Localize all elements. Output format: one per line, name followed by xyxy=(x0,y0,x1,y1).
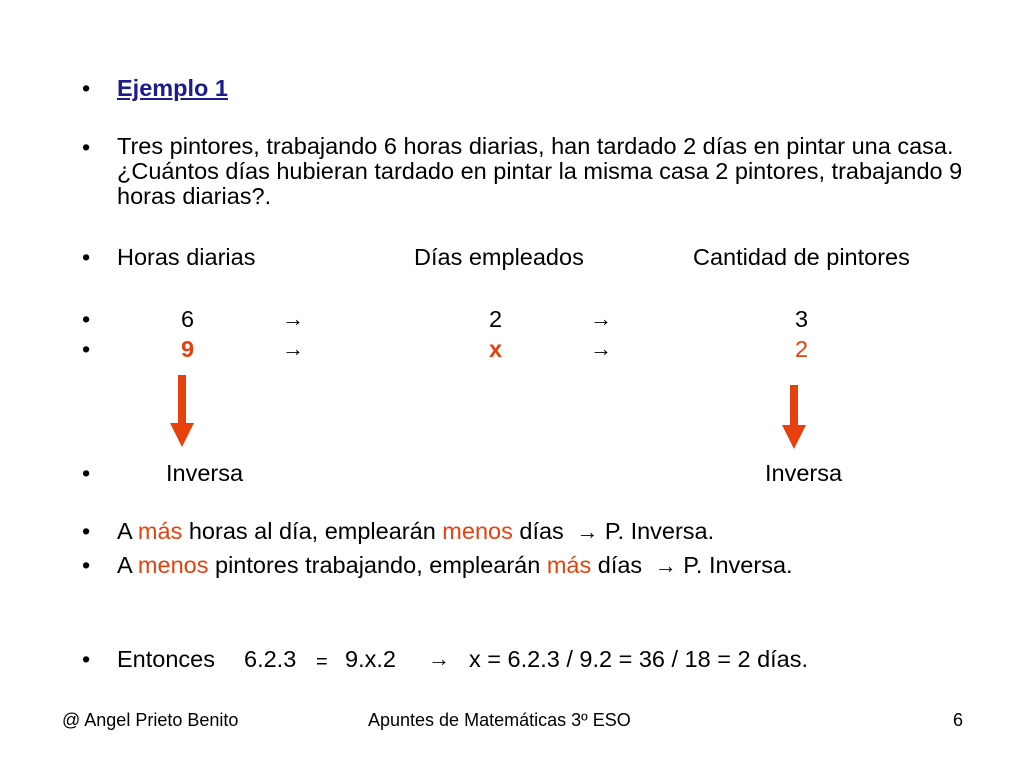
row2-hours: 9 xyxy=(181,336,195,362)
bullet: • xyxy=(82,244,91,270)
reason-result: P. Inversa. xyxy=(683,552,793,578)
reason-text: horas al día, emplearán xyxy=(188,518,436,544)
conclusion-right: 9.x.2 xyxy=(345,646,396,672)
right-arrow-icon: → xyxy=(654,553,677,578)
footer-course: Apuntes de Matemáticas 3º ESO xyxy=(368,710,631,730)
header-painters: Cantidad de pintores xyxy=(693,244,910,270)
reason-text: días xyxy=(519,518,564,544)
right-arrow-icon: → xyxy=(590,306,612,331)
relation-right: Inversa xyxy=(765,460,843,486)
reason-text: A xyxy=(117,518,132,544)
bullet: • xyxy=(82,552,91,578)
footer-page-number: 6 xyxy=(953,710,964,730)
down-arrow-icon xyxy=(170,375,194,447)
conclusion-solution: x = 6.2.3 / 9.2 = 36 / 18 = 2 días. xyxy=(469,646,809,672)
reason-painters xyxy=(117,552,793,579)
right-arrow-icon: → xyxy=(576,519,599,544)
reason-text: A xyxy=(117,552,132,578)
bullet: • xyxy=(82,646,91,672)
highlight-less: menos xyxy=(137,552,209,578)
highlight-less: menos xyxy=(442,518,513,544)
highlight-more: más xyxy=(546,552,592,578)
bullet: • xyxy=(82,134,91,160)
bullet: • xyxy=(82,460,91,486)
slide-title: Ejemplo 1 xyxy=(117,75,229,101)
bullet: • xyxy=(82,75,91,101)
relation-left: Inversa xyxy=(166,460,244,486)
reason-text: días xyxy=(597,552,643,578)
conclusion-equals: = xyxy=(316,651,328,673)
bullet: • xyxy=(82,518,91,544)
row1-days: 2 xyxy=(489,306,503,332)
reason-hours xyxy=(117,518,714,545)
right-arrow-icon: → xyxy=(590,336,612,361)
problem-statement: Tres pintores, trabajando 6 horas diarias, han tardado 2 días en pintar una casa. ¿Cuántos días hubieran tardado en pintar la misma casa 2 pintores, trabajando 9 horas diarias?. xyxy=(117,133,963,209)
header-hours: Horas diarias xyxy=(117,244,256,270)
row1-painters: 3 xyxy=(795,306,809,332)
row2-days: x xyxy=(489,336,503,362)
highlight-more: más xyxy=(137,518,183,544)
right-arrow-icon: → xyxy=(282,336,304,361)
row2-painters: 2 xyxy=(795,336,809,362)
right-arrow-icon: → xyxy=(428,646,450,671)
conclusion-left: 6.2.3 xyxy=(244,646,297,672)
reason-text: pintores trabajando, emplearán xyxy=(215,552,541,578)
conclusion-label: Entonces xyxy=(117,646,215,672)
bullet: • xyxy=(82,306,91,332)
bullet: • xyxy=(82,336,91,362)
row1-hours: 6 xyxy=(181,306,195,332)
right-arrow-icon: → xyxy=(282,306,304,331)
header-days: Días empleados xyxy=(414,244,584,270)
footer-author: @ Angel Prieto Benito xyxy=(62,710,239,730)
down-arrow-icon xyxy=(782,385,806,449)
reason-result: P. Inversa. xyxy=(604,518,715,544)
